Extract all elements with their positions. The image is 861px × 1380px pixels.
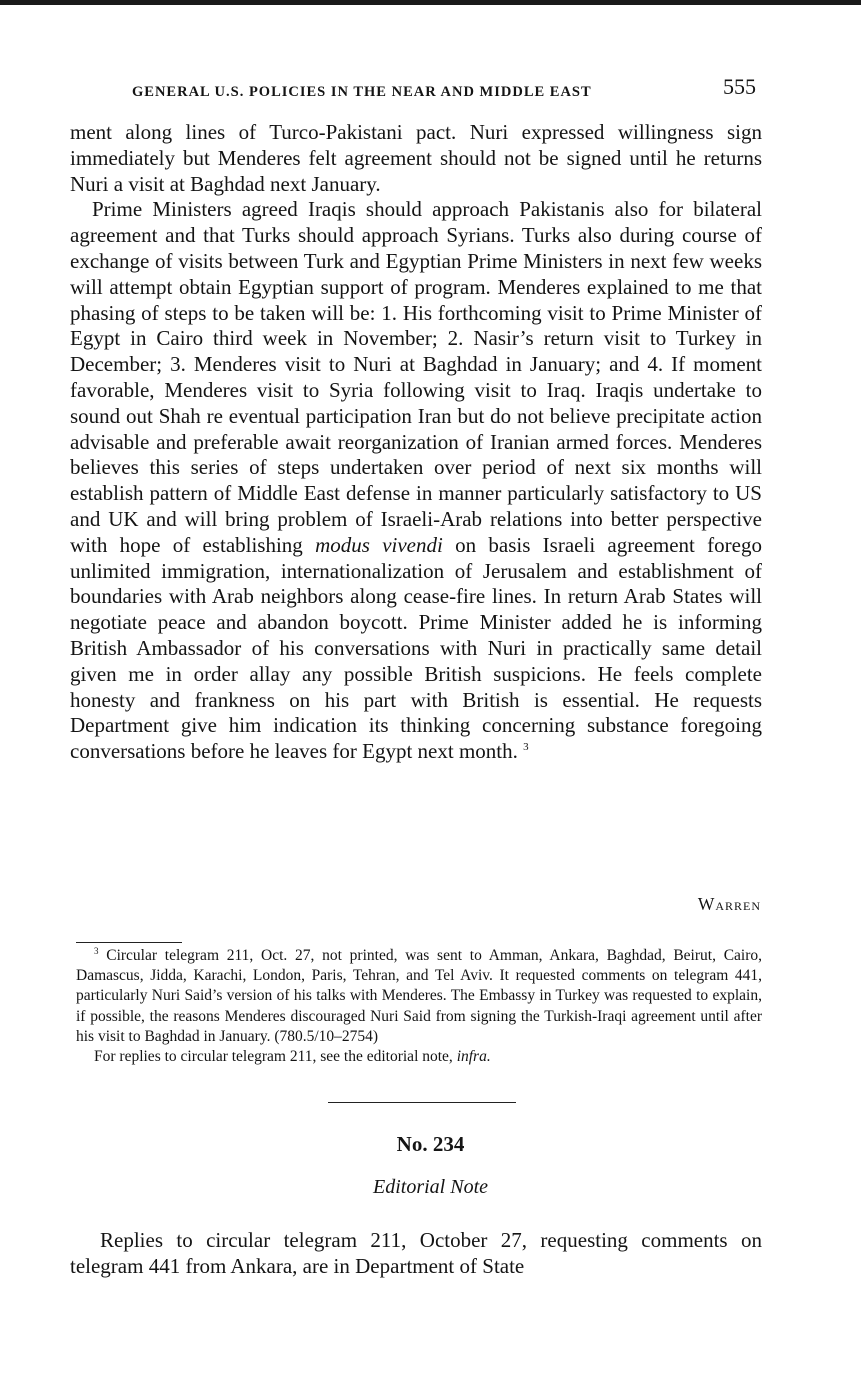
page-number: 555: [723, 74, 756, 99]
top-border: [0, 0, 861, 5]
telegram-body: [70, 120, 762, 765]
body-paragraph-2-text-a: Prime Ministers agreed Iraqis should approach Pakistanis also for bilateral agreement and that Turks should approach Syrians. Turks also during course of exchange of visits between Turk and Egyptian Prime Ministers in next few weeks will attempt obtain Egyptian support of program. Menderes explained to me that phasing of steps to be taken will be: 1. His forthcoming visit to Prime Minister of Egypt in Cairo third week in November; 2. Nasir’s return visit to Turkey in December; 3. Menderes visit to Nuri at Baghdad in January; and 4. If moment favorable, Menderes visit to Syria following visit to Iraq. Iraqis undertake to sound out Shah re eventual participation Iran but do not believe precipitate action advisable and preferable await reorganization of Iranian armed forces. Menderes believes this series of steps undertaken over period of next six months will establish pattern of Middle East defense in manner particularly satisfactory to US and UK and will bring problem of Israeli-Arab relations into better perspective with hope of establishing: [70, 197, 762, 557]
document-title: Editorial Note: [373, 1176, 488, 1198]
editorial-note-body: [70, 1228, 762, 1280]
footnote-text: Circular telegram 211, Oct. 27, not printed, was sent to Amman, Ankara, Baghdad, Beirut, Cairo, Damascus, Jidda, Karachi, London, Paris, Tehran, and Tel Aviv. It requested comments on telegram 441, particularly Nuri Said’s version of his talks with Menderes. The Embassy in Turkey was requested to explain, if possible, the reasons Menderes discouraged Nuri Said from signing the Turkish-Iraqi agreement until after his visit to Baghdad in January. (780.5/10–2754): [76, 947, 763, 1045]
body-paragraph-2-text-b: on basis Israeli agreement forego unlimited immigration, internationalization of Jerusalem and establishment of boundaries with Arab neighbors along cease-fire lines. In return Arab States will negotiate peace and abandon boycott. Prime Minister added he is informing British Ambassador of his conversations with Nuri in practically same detail given me in order allay any possible British suspicions. He feels complete honesty and frankness on his part with British is essential. He requests Department give him indication its thinking concerning substance foregoing conversations before he leaves for Egypt next month.: [70, 532, 762, 764]
footnote-paragraph-1: [76, 946, 762, 1047]
footnote-rule: [76, 942, 182, 943]
document-number: No. 234: [396, 1132, 465, 1156]
italic-phrase: modus vivendi: [315, 532, 443, 557]
footnote-marker: 3: [94, 945, 99, 956]
footnote-reference: 3: [523, 741, 529, 754]
section-divider: [328, 1102, 516, 1103]
body-paragraph-2: [70, 197, 762, 765]
running-head: GENERAL U.S. POLICIES IN THE NEAR AND MIDDLE EAST: [132, 84, 592, 100]
footnote-text-2: For replies to circular telegram 211, see the editorial note,: [94, 1048, 453, 1066]
footnote: [76, 946, 762, 1067]
editorial-paragraph: Replies to circular telegram 211, October 27, requesting comments on telegram 441 from Ankara, are in Department of State: [70, 1228, 762, 1278]
body-paragraph-1: ment along lines of Turco-Pakistani pact. Nuri expressed willingness sign immediately but Menderes felt agreement should not be signed until he returns Nuri a visit at Baghdad next January.: [70, 120, 762, 196]
footnote-paragraph-2: [76, 1047, 762, 1067]
signature: Warren: [697, 894, 761, 914]
footnote-italic: infra.: [456, 1048, 491, 1066]
page-header: [132, 74, 756, 108]
